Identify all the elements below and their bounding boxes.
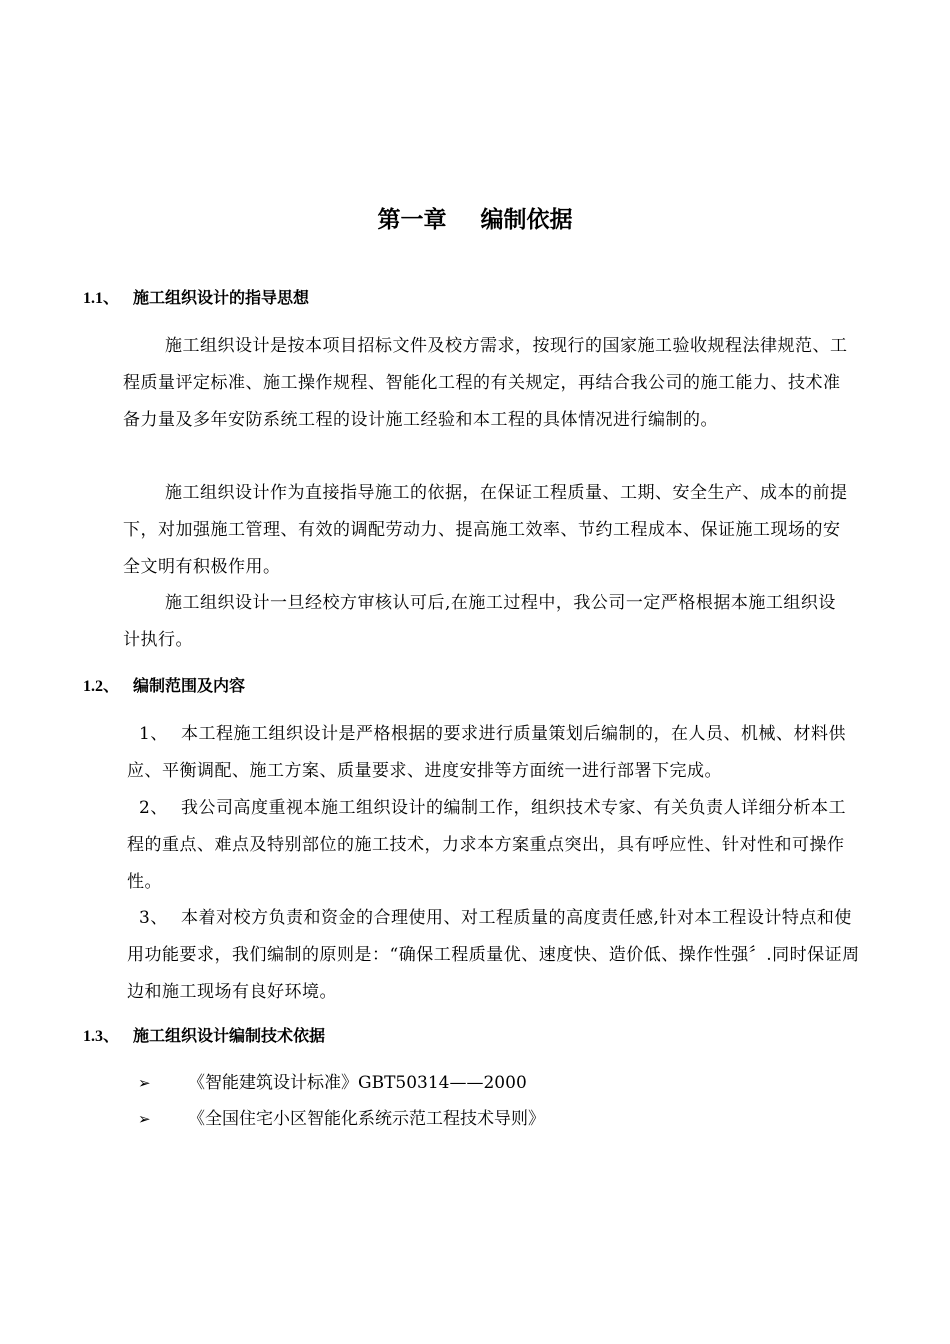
section-heading-1-3	[83, 1024, 325, 1048]
list-item-index: 3、	[139, 908, 168, 928]
list-item-index: 2、	[139, 798, 168, 818]
chapter-title	[0, 202, 950, 238]
chapter-number-label: 第一章	[377, 207, 447, 233]
list-item	[127, 716, 861, 790]
list-item-text: 本工程施工组织设计是严格根据的要求进行质量策划后编制的，在人员、机械、材料供应、平衡调配、施工方案、质量要求、进度安排等方面统一进行部署下完成。	[127, 724, 846, 781]
list-item-text: 本着对校方负责和资金的合理使用、对工程质量的高度责任感,针对本工程设计特点和使用功能要求，我们编制的原则是：“确保工程质量优、速度快、造价低、操作性强〞.同时保证周边和施工现场有良好环境。	[127, 908, 860, 1002]
section-title: 施工组织设计的指导思想	[133, 288, 310, 307]
paragraph: 施工组织设计作为直接指导施工的依据，在保证工程质量、工期、安全生产、成本的前提下，对加强施工管理、有效的调配劳动力、提高施工效率、节约工程成本、保证施工现场的安全文明有积极作用。	[123, 483, 848, 577]
section-heading-1-2	[83, 674, 245, 698]
bullet-item	[138, 1101, 545, 1137]
section-number: 1.3、	[83, 1028, 120, 1045]
arrow-bullet-icon: ➢	[138, 1110, 151, 1128]
section-title: 编制范围及内容	[133, 676, 246, 695]
section-title: 施工组织设计编制技术依据	[133, 1026, 326, 1045]
list-item-text: 我公司高度重视本施工组织设计的编制工作，组织技术专家、有关负责人详细分析本工程的重点、难点及特别部位的施工技术，力求本方案重点突出，具有呼应性、针对性和可操作性。	[127, 798, 846, 892]
bullet-text: 《全国住宅小区智能化系统示范工程技术导则》	[188, 1109, 545, 1129]
paragraph: 施工组织设计一旦经校方审核认可后,在施工过程中，我公司一定严格根据本施工组织设计执行。	[123, 593, 836, 650]
section-number: 1.1、	[83, 290, 120, 307]
bullet-item	[138, 1065, 527, 1101]
section-heading-1-1	[83, 286, 309, 310]
list-item-index: 1、	[139, 724, 168, 744]
section-number: 1.2、	[83, 678, 120, 695]
paragraph: 施工组织设计是按本项目招标文件及校方需求，按现行的国家施工验收规程法律规范、工程质量评定标准、施工操作规程、智能化工程的有关规定，再结合我公司的施工能力、技术准备力量及多年安防系统工程的设计施工经验和本工程的具体情况进行编制的。	[123, 336, 848, 430]
bullet-text: 《智能建筑设计标准》GBT50314——2000	[188, 1073, 527, 1093]
list-item	[127, 790, 861, 901]
chapter-title-text: 编制依据	[480, 207, 573, 233]
arrow-bullet-icon: ➢	[138, 1074, 151, 1092]
list-item	[127, 900, 861, 1011]
